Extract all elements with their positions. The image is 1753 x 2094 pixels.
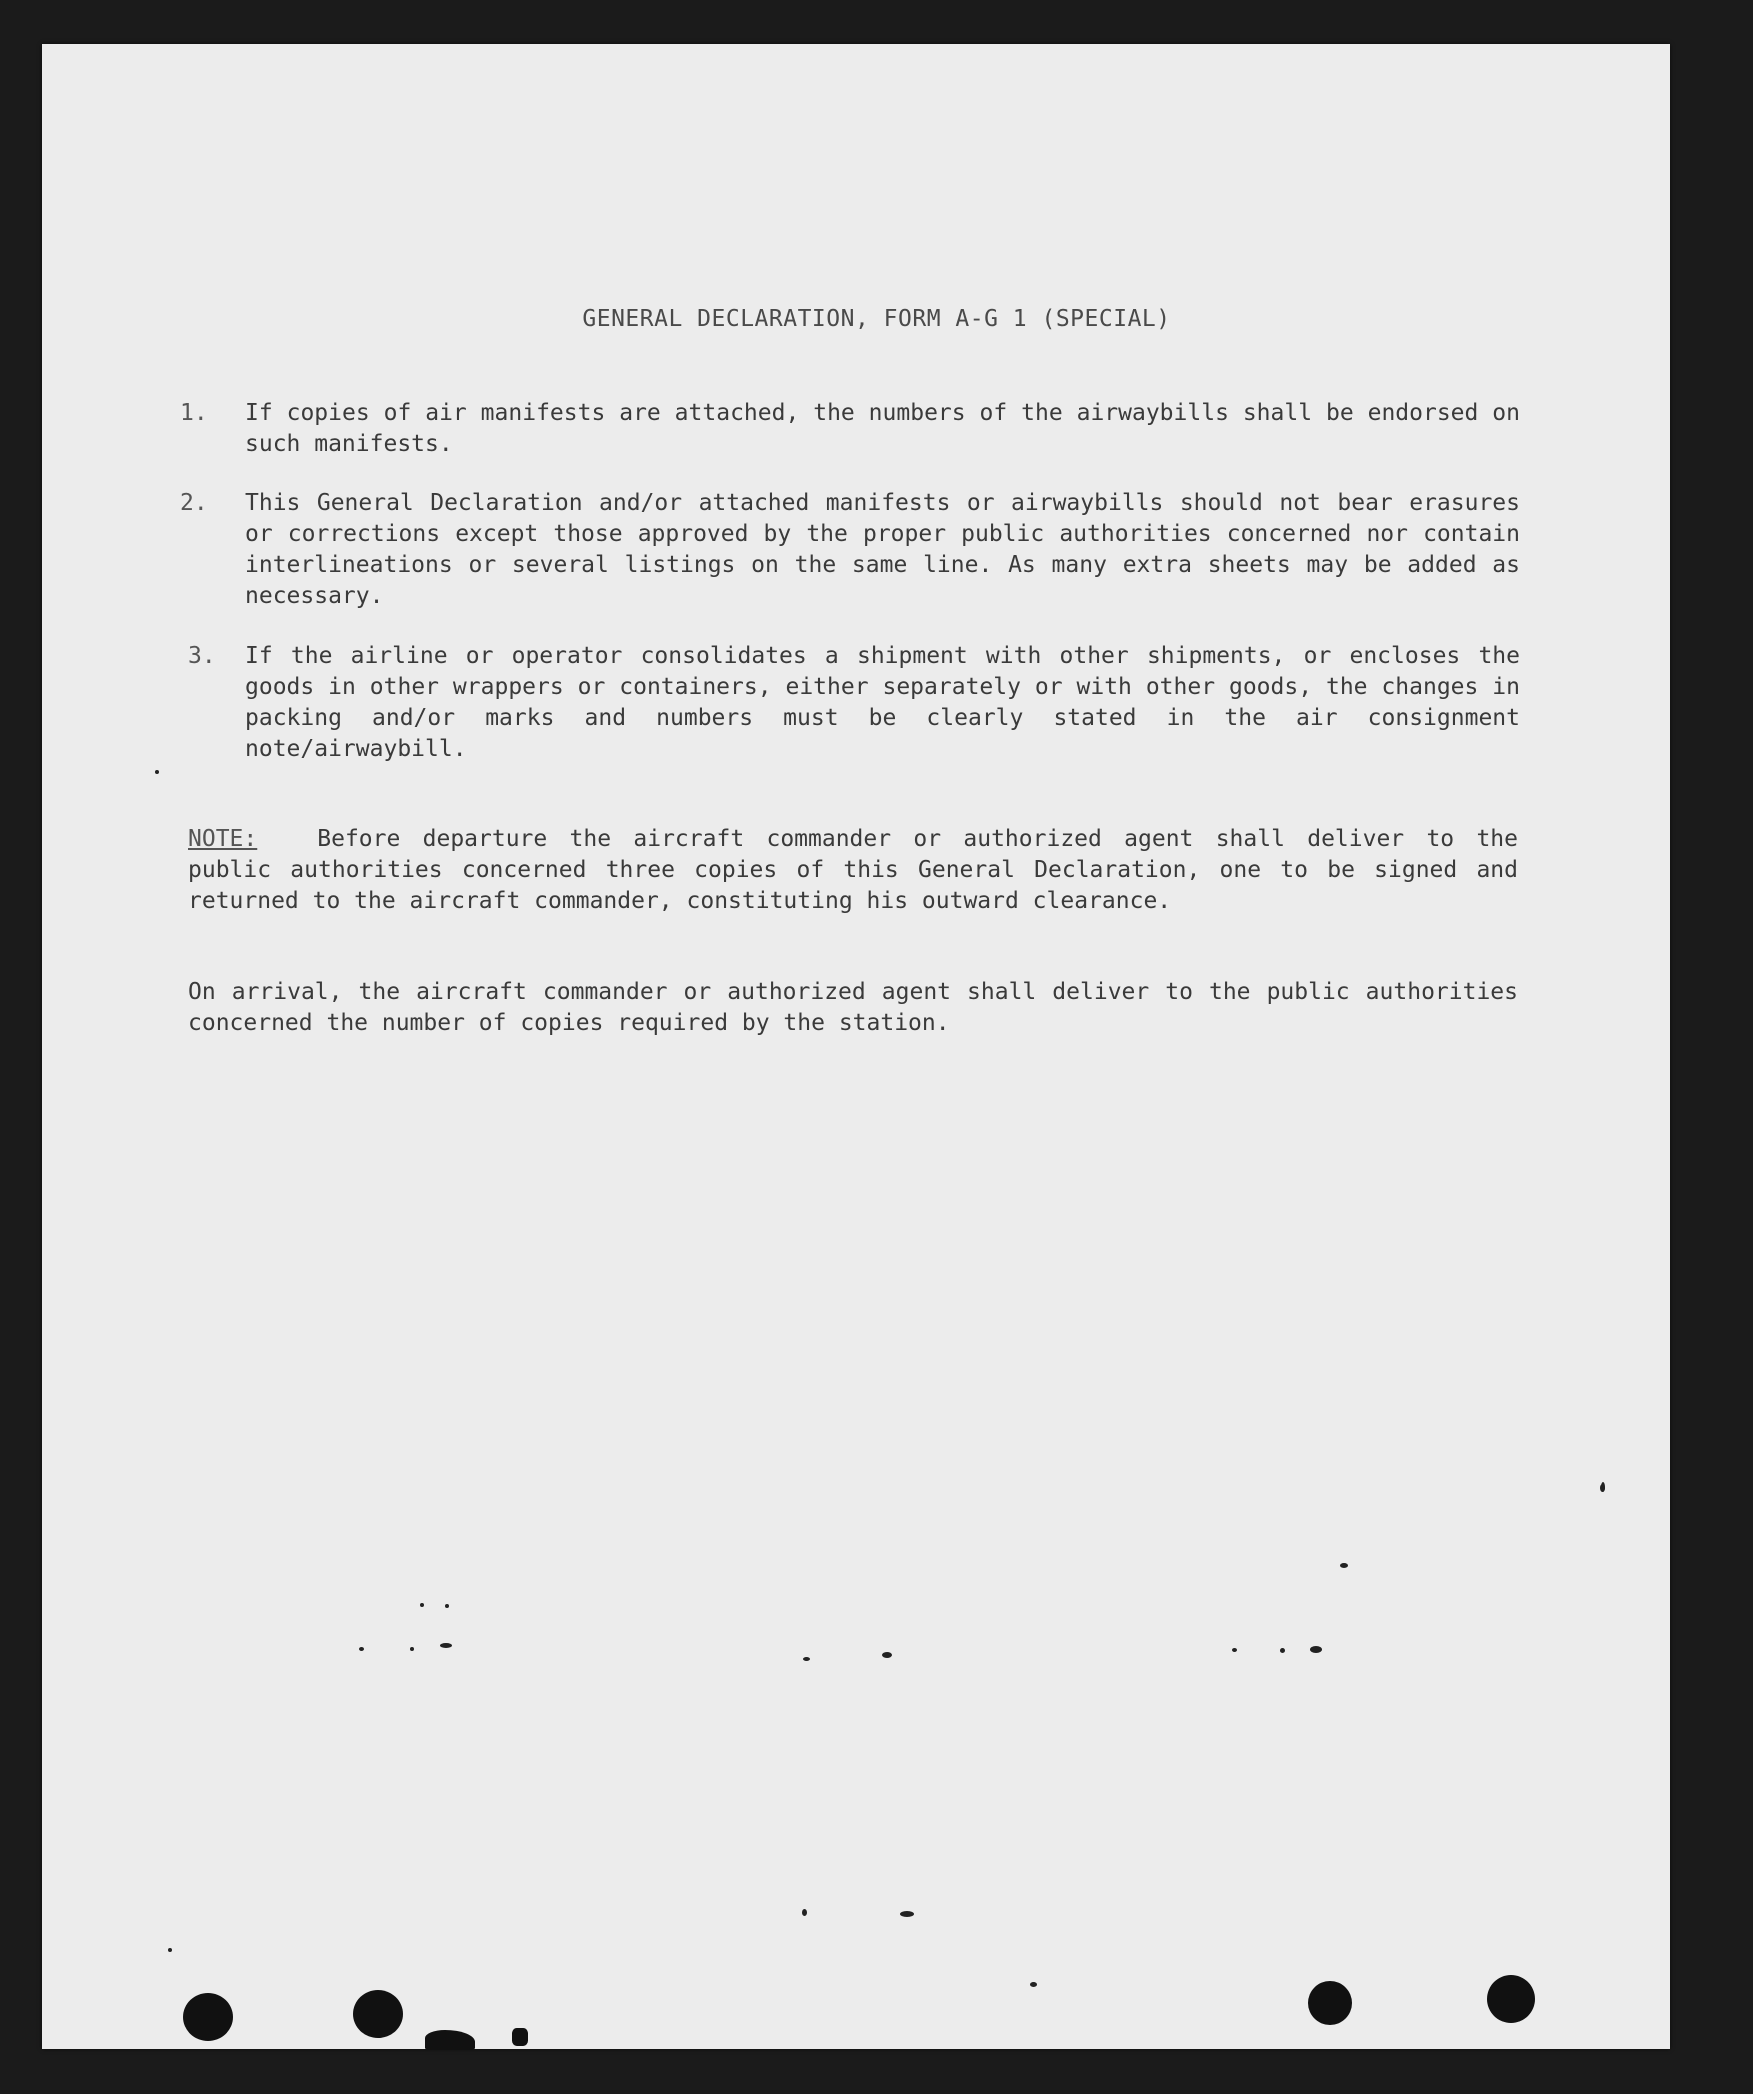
- scan-speck: [445, 1604, 449, 1608]
- item-number: 3.: [188, 643, 216, 669]
- scan-speck: [803, 1657, 810, 1661]
- punch-hole: [353, 1990, 403, 2038]
- punch-hole: [1487, 1975, 1535, 2023]
- punch-hole: [183, 1993, 233, 2041]
- punch-hole: [1308, 1981, 1352, 2025]
- scan-speck: [1030, 1982, 1037, 1987]
- scan-speck: [155, 770, 159, 774]
- scan-speck: [168, 1948, 172, 1952]
- note-label: NOTE:: [188, 826, 258, 852]
- scan-speck: [1310, 1646, 1322, 1653]
- scan-speck: [802, 1909, 807, 1916]
- item-text: If copies of air manifests are attached, the numbers of the airwaybills shall be endorsed on such manifests.: [245, 400, 1520, 457]
- arrival-paragraph: On arrival, the aircraft commander or authorized agent shall deliver to the public authorities concerned the number of copies required by the station.: [188, 979, 1518, 1036]
- scan-speck: [882, 1652, 892, 1658]
- list-item: [180, 488, 1520, 612]
- scan-speck: [420, 1603, 424, 1607]
- list-item: [180, 398, 1520, 460]
- item-number: 2.: [180, 490, 208, 516]
- scan-speck: [359, 1647, 364, 1651]
- list-item: [180, 641, 1520, 765]
- scan-speck: [900, 1911, 914, 1917]
- item-text: If the airline or operator consolidates a shipment with other shipments, or encloses the goods in other wrappers or containers, either separately or with other goods, the changes in packing and/or marks and numbers must be clearly stated in the air consignment note/airwaybill.: [245, 643, 1520, 762]
- ink-blot: [512, 2028, 528, 2046]
- document-page: [42, 44, 1670, 2049]
- scan-speck: [440, 1643, 452, 1648]
- scan-speck: [1232, 1648, 1237, 1652]
- scan-speck: [410, 1647, 414, 1651]
- item-text: This General Declaration and/or attached manifests or airwaybills should not bear erasures or corrections except those approved by the proper public authorities concerned nor contain interlineations or several listings on the same line. As many extra sheets may be added as necessary.: [245, 490, 1520, 609]
- note-text: Before departure the aircraft commander or authorized agent shall deliver to the public authorities concerned three copies of this General Declaration, one to be signed and returned to the aircraft commander, constituting his outward clearance.: [188, 826, 1518, 914]
- item-number: 1.: [180, 400, 208, 426]
- document-title: GENERAL DECLARATION, FORM A-G 1 (SPECIAL): [582, 306, 1171, 332]
- scan-speck: [1280, 1648, 1285, 1653]
- scan-speck: [1601, 1482, 1605, 1492]
- scan-speck: [1340, 1563, 1348, 1568]
- note-paragraph: [188, 824, 1518, 917]
